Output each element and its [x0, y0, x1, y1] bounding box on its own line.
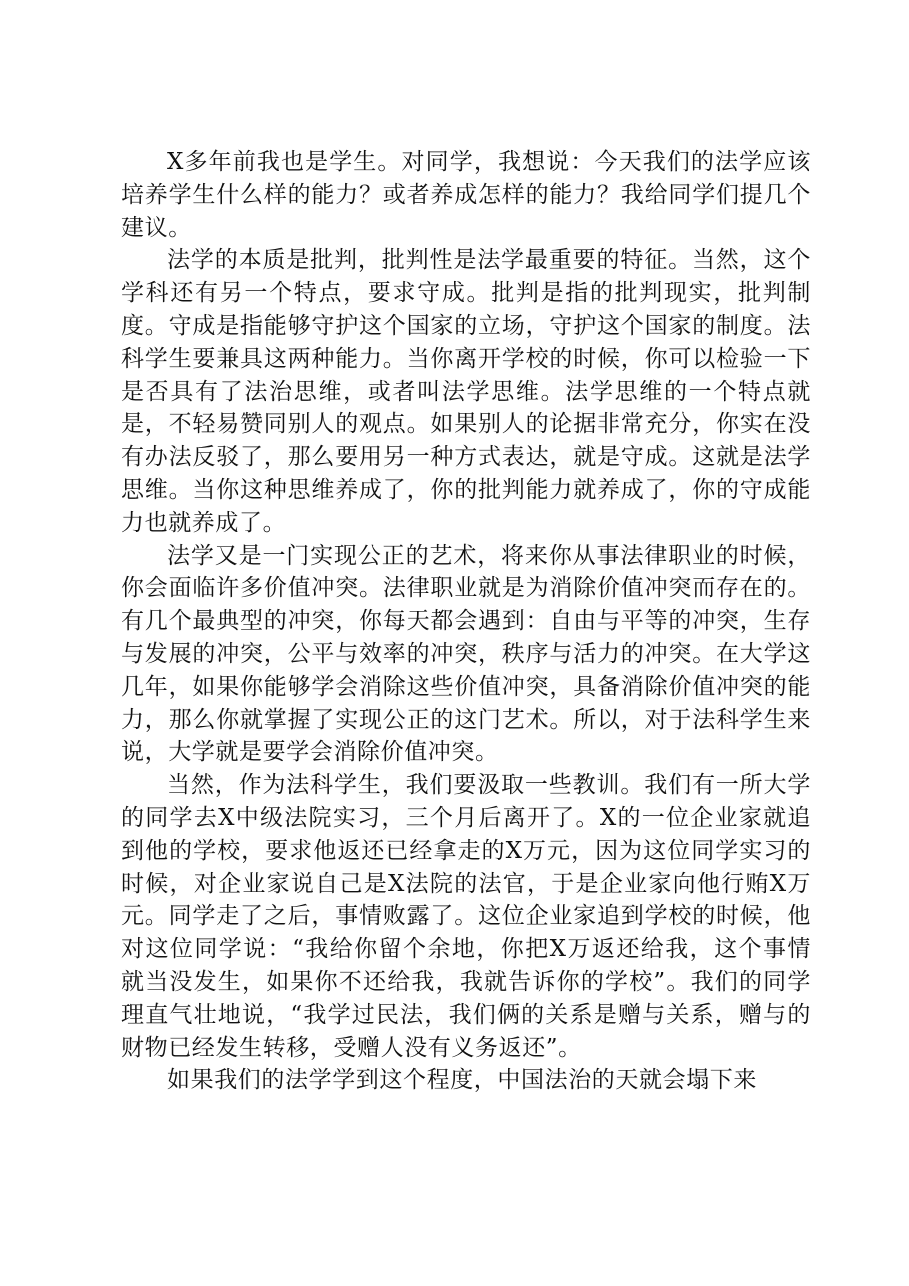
paragraph-5: 如果我们的法学学到这个程度，中国法治的天就会塌下来	[167, 1067, 757, 1094]
paragraph-2: 法学的本质是批判，批判性是法学最重要的特征。当然，这个学科还有另一个特点，要求守成。批判是指的批判现实，批判制度。守成是指能够守护这个国家的立场，守护这个国家的制度。法科学生要兼具这两种能力。当你离开学校的时候，你可以检验一下是否具有了法治思维，或者叫法学思维。法学思维的一个特点就是，不轻易赞同别人的观点。如果别人的论据非常充分，你实在没有办法反驳了，那么要用另一种方式表达，就是守成。这就是法学思维。当你这种思维养成了，你的批判能力就养成了，你的守成能力也就养成了。	[121, 247, 811, 536]
paragraph-1: X多年前我也是学生。对同学，我想说：今天我们的法学应该培养学生什么样的能力？或者养成怎样的能力？我给同学们提几个建议。	[121, 149, 811, 241]
body-text	[121, 146, 811, 1097]
paragraph-3: 法学又是一门实现公正的艺术，将来你从事法律职业的时候，你会面临许多价值冲突。法律职业就是为消除价值冲突而存在的。有几个最典型的冲突，你每天都会遇到：自由与平等的冲突，生存与发展的冲突，公平与效率的冲突，秩序与活力的冲突。在大学这几年，如果你能够学会消除这些价值冲突，具备消除价值冲突的能力，那么你就掌握了实现公正的这门艺术。所以，对于法科学生来说，大学就是要学会消除价值冲突。	[121, 542, 811, 766]
paragraph-4: 当然，作为法科学生，我们要汲取一些教训。我们有一所大学的同学去X中级法院实习，三个月后离开了。X的一位企业家就追到他的学校，要求他返还已经拿走的X万元，因为这位同学实习的时候，对企业家说自己是X法院的法官，于是企业家向他行贿X万元。同学走了之后，事情败露了。这位企业家追到学校的时候，他对这位同学说：“我给你留个余地，你把X万返还给我，这个事情就当没发生，如果你不还给我，我就告诉你的学校”。我们的同学理直气壮地说，“我学过民法，我们俩的关系是赠与关系，赠与的财物已经发生转移，受赠人没有义务返还”。	[121, 772, 811, 1061]
